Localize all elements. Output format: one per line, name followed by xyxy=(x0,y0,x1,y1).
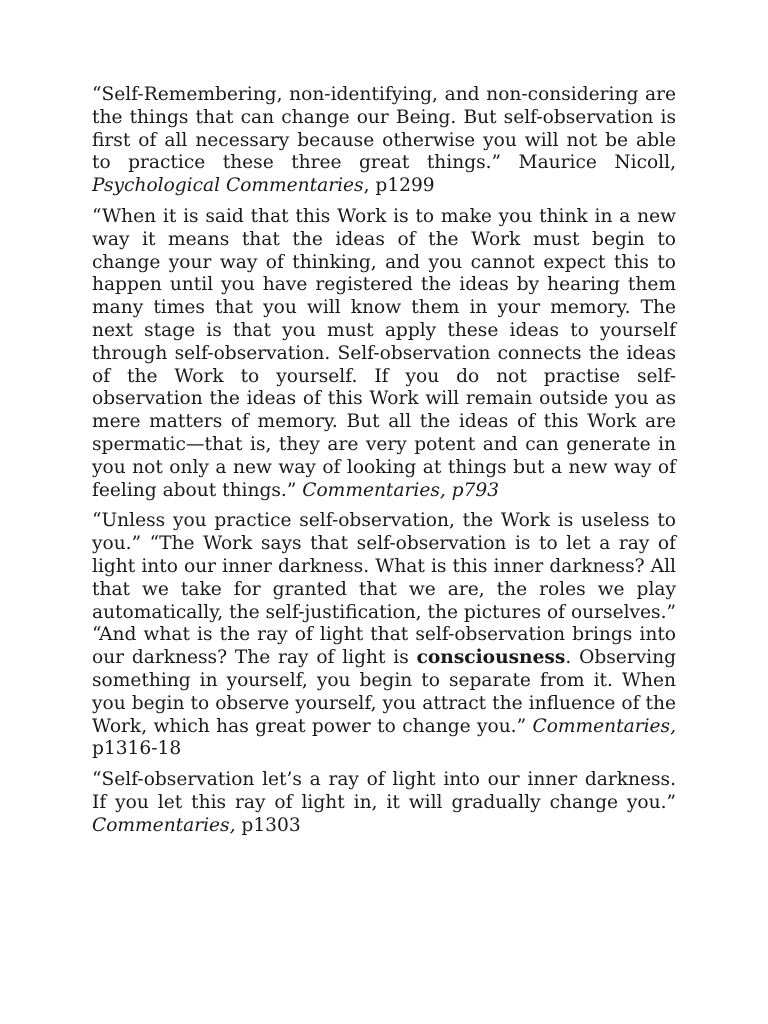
source-title: Commentaries, xyxy=(532,715,676,737)
document-page xyxy=(92,84,676,846)
quote-text: “When it is said that this Work is to make you think in a new way it means that the ideas of the Work must begin to change your way of thinking, and you cannot expect this to happen until you have registered the ideas by hearing them many times that you will know them in your memory. The next stage is that you must apply these ideas to yourself through self-observation. Self-observation connects the ideas of the Work to yourself. If you do not practise self-observation the ideas of this Work will remain outside you as mere matters of memory. But all the ideas of this Work are spermatic—that is, they are very potent and can generate in you not only a new way of looking at things but a new way of feeling about things.” xyxy=(92,205,676,501)
source-title: Psychological Commentaries xyxy=(92,175,364,197)
source-citation: Commentaries, p793 xyxy=(302,479,500,501)
page-reference: p1316-18 xyxy=(92,738,182,760)
page-reference: , p1299 xyxy=(363,175,435,197)
quote-text: “Unless you practice self-observation, the Work is useless to you.” “The Work says that self-observation is to let a ray of light into our inner darkness. What is this inner darkness? All that we take for granted that we are, the roles we play automatically, the self-justification, the pictures of ourselves.” “And what is the ray of light that self-observation brings into our darkness? The ray of light is xyxy=(92,510,676,669)
quote-text: “Self-observation let’s a ray of light into our inner darkness. If you let this ray of light in, it will gradually change you.” xyxy=(92,769,676,813)
emphasized-word: consciousness xyxy=(416,647,566,669)
page-reference: p1303 xyxy=(235,814,301,836)
quote-text-continued: . Observing something in yourself, you begin to separate from it. When you begin to observe yourself, you attract the influence of the Work, which has great power to change you.” xyxy=(92,647,676,737)
quote-paragraph-3 xyxy=(92,510,676,761)
quote-paragraph-2 xyxy=(92,206,676,502)
quote-paragraph-1 xyxy=(92,84,676,198)
source-title: Commentaries, xyxy=(92,814,236,836)
quote-paragraph-4 xyxy=(92,769,676,837)
quote-text: “Self-Remembering, non-identifying, and non-considering are the things that can change our Being. But self-observation is first of all necessary because otherwise you will not be able to practice these three great things.” Maurice Nicoll, xyxy=(92,84,676,174)
